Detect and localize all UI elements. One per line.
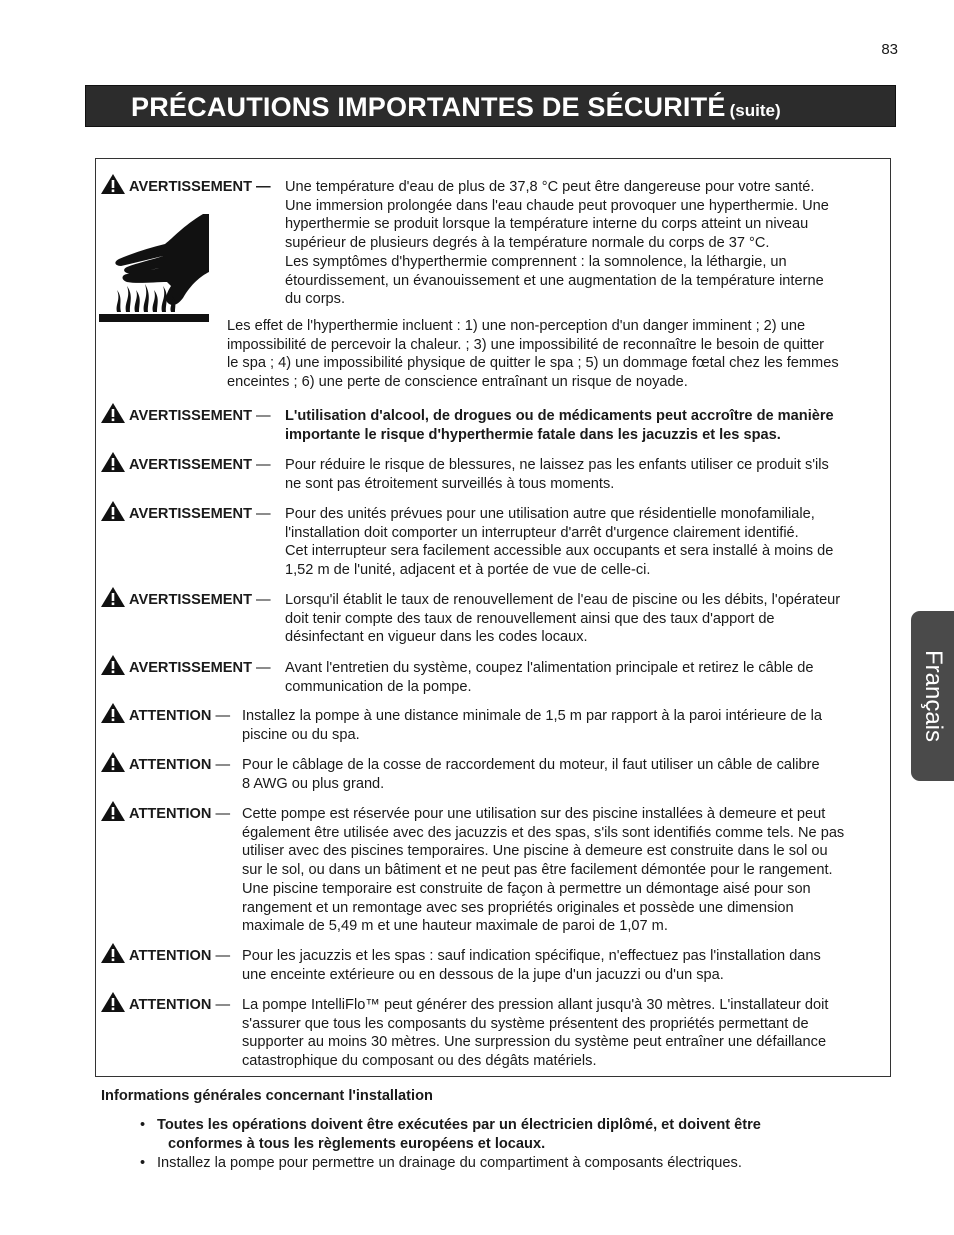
bullet-text: Toutes les opérations doivent être exécutées par un électricien diplômé, et doivent être conformes à tous les règlements européens et locaux. [157,1117,761,1152]
caution-text: Pour les jacuzzis et les spas : sauf indication spécifique, n'effectuez pas l'installation dans une enceinte extérieure ou en dessous de la jupe d'un jacuzzi ou d'un spa. [242,948,821,983]
caution-text: La pompe IntelliFlo™ peut générer des pression allant jusqu'à 30 mètres. L'installateur doit s'assurer que tous les composants du système présentent des propriétés permettant de supporter au moins 30 mètres. Une surpression du système peut entraîner une défaillance catastrophique du composant ou des dégâts matériels. [242,997,829,1070]
warning-triangle-icon [100,173,126,195]
caution-label: ATTENTION — [129,806,231,822]
warning-triangle-icon [100,991,126,1013]
warning-triangle-icon [100,751,126,773]
page-title-suffix: (suite) [729,101,781,120]
warning-triangle-icon [100,586,126,608]
warning-label: AVERTISSEMENT — [129,506,271,522]
page-number: 83 [881,41,898,58]
warning-text: Une température d'eau de plus de 37,8 °C peut être dangereuse pour votre santé. Une immersion prolongée dans l'eau chaude peut provoquer une hyperthermie. Une hyperthermie se produit lorsque la température interne du corps atteint un niveau supérieur de plusieurs degrés à la température normale du corps de 37 °C. Les symptômes d'hyperthermie comprennent : la somnolence, la léthargie, un étourdissement, un évanouissement et une augmentation de la température interne du corps. [285,179,829,308]
language-tab [911,611,954,781]
warning-text: Lorsqu'il établit le taux de renouvellement de l'eau de piscine ou les débits, l'opérateur doit tenir compte des taux de renouvellement ainsi que des taux d'apport de désinfectant en vigueur dans les codes locaux. [285,592,841,646]
warning-text: Avant l'entretien du système, coupez l'alimentation principale et retirez le câble de communication de la pompe. [285,660,814,695]
bullet-icon: • [140,1155,146,1171]
warning-triangle-icon [100,500,126,522]
page-title: PRÉCAUTIONS IMPORTANTES DE SÉCURITÉ [131,92,726,122]
hot-surface-hand-icon [99,212,209,324]
warning-label: AVERTISSEMENT — [129,408,271,424]
bullet-icon: • [140,1117,146,1133]
warning-text: Pour des unités prévues pour une utilisation autre que résidentielle monofamiliale, l'installation doit comporter un interrupteur d'arrêt d'urgence clairement identifié. Cet interrupteur sera facilement accessible aux occupants et sera installé à moins de 1,52 m de l'unité, adjacent et à portée de vue de celle-ci. [285,506,834,579]
bullet-text: Installez la pompe pour permettre un drainage du compartiment à composants électriques. [157,1155,742,1171]
warning-label: AVERTISSEMENT — [129,457,271,473]
warning-triangle-icon [100,402,126,424]
warning-triangle-icon [100,654,126,676]
warning-label: AVERTISSEMENT — [129,179,271,195]
section-title: Informations générales concernant l'installation [101,1088,433,1104]
warning-triangle-icon [100,942,126,964]
warning-label: AVERTISSEMENT — [129,660,271,676]
caution-text: Pour le câblage de la cosse de raccordement du moteur, il faut utiliser un câble de calibre 8 AWG ou plus grand. [242,757,820,792]
caution-label: ATTENTION — [129,708,231,724]
caution-label: ATTENTION — [129,757,231,773]
caution-text: Cette pompe est réservée pour une utilisation sur des piscine installées à demeure et peut également être utilisée avec des jacuzzis et des spas, s'ils sont identifiés comme tels. Ne pas utiliser avec des piscines temporaires. Une piscine à demeure est construite dans le sol ou sur le sol, ou dans un bâtiment et ne peut pas être facilement démontée pour le rangement. Une piscine temporaire est construite de façon à permettre un démontage aisé pour son rangement et un remontage avec ses propriétés originales et possède une dimension maximale de 5,49 m et une hauteur maximale de paroi de 1,07 m. [242,806,845,935]
warning-triangle-icon [100,451,126,473]
warning-triangle-icon [100,702,126,724]
warning-triangle-icon [100,800,126,822]
caution-label: ATTENTION — [129,997,231,1013]
warning-text: Pour réduire le risque de blessures, ne laissez pas les enfants utiliser ce produit s'ils ne sont pas étroitement surveillés à tous moments. [285,457,829,492]
language-tab-label: Français [919,649,947,743]
caution-label: ATTENTION — [129,948,231,964]
caution-text: Installez la pompe à une distance minimale de 1,5 m par rapport à la paroi intérieure de la piscine ou du spa. [242,708,823,743]
page-title-banner [85,85,896,127]
warning-text: L'utilisation d'alcool, de drogues ou de médicaments peut accroître de manière importante le risque d'hyperthermie fatale dans les jacuzzis et les spas. [285,408,834,443]
hyperthermia-effects-text: Les effet de l'hyperthermie incluent : 1) une non-perception d'un danger imminent ; 2) une impossibilité de percevoir la chaleur. ; 3) une impossibilité de reconnaître le besoin de quitter le spa ; 4) une impossibilité physique de quitter le spa ; 5) un dommage fœtal chez les femmes enceintes ; 6) une perte de conscience entraînant un risque de noyade. [227,318,839,391]
warning-label: AVERTISSEMENT — [129,592,271,608]
